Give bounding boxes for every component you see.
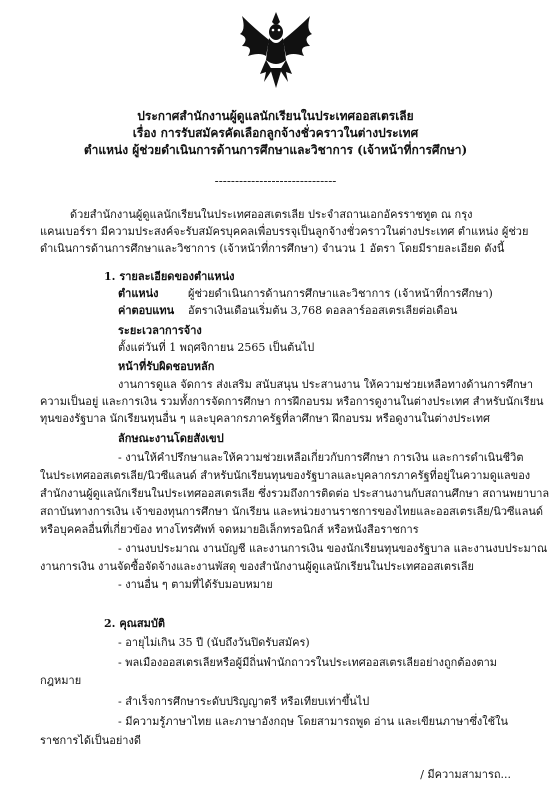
work-line-7: งานการเงิน งานจัดซื้อจัดจ้างและงานพัสดุ ของสำนักงานผู้ดูแลนักเรียนในประเทศออสเตรเลีย: [40, 560, 474, 573]
work-line-8: - งานอื่น ๆ ตามที่ได้รับมอบหมาย: [118, 578, 273, 591]
duty-line-3: ทุนของรัฐบาล นักเรียนทุนอื่น ๆ และบุคลากรภาครัฐที่ลาศึกษา ฝึกอบรม หรือดูงานในต่างประเทศ: [40, 412, 491, 425]
work-line-3: สำนักงานผู้ดูแลนักเรียนในประเทศออสเตรเลีย ซึ่งรวมถึงการติดต่อ ประสานงานกับสถานศึกษา สถานพยาบาล: [40, 487, 550, 500]
position-value: ผู้ช่วยดำเนินการด้านการศึกษาและวิชาการ (เจ้าหน้าที่การศึกษา): [188, 287, 493, 300]
work-label: ลักษณะงานโดยสังเขป: [118, 432, 224, 445]
intro-line-2: แคนเบอร์รา มีความประสงค์จะรับสมัครบุคคลเพื่อบรรจุเป็นลูกจ้างชั่วคราวในต่างประเทศ ตำแหน่ง ผู้ช่วย: [40, 225, 529, 238]
term-label: ระยะเวลาการจ้าง: [118, 324, 202, 337]
qual-line-2: - พลเมืองออสเตรเลียหรือผู้มีถิ่นพำนักถาวรในประเทศออสเตรเลียอย่างถูกต้องตาม: [118, 656, 498, 669]
work-line-1: - งานให้คำปรึกษาและให้ความช่วยเหลือเกี่ยวกับการศึกษา การเงิน และการดำเนินชีวิต: [118, 451, 524, 464]
position-row: [118, 285, 493, 302]
continuation-note: / มีความสามารถ...: [420, 768, 511, 781]
pay-label: ค่าตอบแทน: [118, 304, 175, 317]
work-line-4: สถาบันทางการเงิน เจ้าของทุนการศึกษา นักเรียน และหน่วยงานราชการของไทยและออสเตรเลีย/นิวซีแลนด์: [40, 505, 544, 518]
pay-row: [118, 302, 457, 319]
position-label: ตำแหน่ง: [118, 287, 159, 300]
section2-title: 2. คุณสมบัติ: [104, 617, 165, 630]
pay-value: อัตราเงินเดือนเริ่มต้น 3,768 ดอลลาร์ออสเตรเลียต่อเดือน: [188, 304, 458, 317]
intro-line-3: ดำเนินการด้านการศึกษาและวิชาการ (เจ้าหน้าที่การศึกษา) จำนวน 1 อัตรา โดยมีรายละเอียด ดังนี้: [40, 242, 505, 255]
qual-line-1: - อายุไม่เกิน 35 ปี (นับถึงวันปิดรับสมัคร): [118, 636, 310, 649]
duty-label: หน้าที่รับผิดชอบหลัก: [118, 360, 215, 373]
announcement-position: ตำแหน่ง ผู้ช่วยดำเนินการด้านการศึกษาและวิชาการ (เจ้าหน้าที่การศึกษา): [83, 143, 468, 157]
announcement-title: ประกาศสำนักงานผู้ดูแลนักเรียนในประเทศออสเตรเลีย: [137, 109, 414, 123]
qual-line-5: - มีความรู้ภาษาไทย และภาษาอังกฤษ โดยสามารถพูด อ่าน และเขียนภาษาซึ่งใช้ใน: [118, 715, 509, 728]
section1-title: 1. รายละเอียดของตำแหน่ง: [104, 270, 235, 283]
term-value: ตั้งแต่วันที่ 1 พฤศจิกายน 2565 เป็นต้นไป: [118, 341, 315, 354]
garuda-emblem-icon: [236, 8, 316, 92]
work-line-6: - งานงบประมาณ งานบัญชี และงานการเงิน ของนักเรียนทุนของรัฐบาล และงานงบประมาณ: [118, 542, 548, 555]
duty-line-2: ความเป็นอยู่ และการเงิน รวมทั้งการจัดการศึกษา การฝึกอบรม หรือการดูงานในต่างประเทศ สำหรับนักเรียน: [40, 395, 544, 408]
work-line-5: หรือบุคคลอื่นที่เกี่ยวข้อง ทางโทรศัพท์ จดหมายอิเล็กทรอนิกส์ หรือหนังสือราชการ: [40, 523, 419, 536]
qual-line-6: ราชการได้เป็นอย่างดี: [40, 734, 141, 747]
qual-line-3: กฎหมาย: [40, 674, 82, 687]
duty-line-1: งานการดูแล จัดการ ส่งเสริม สนับสนุน ประสานงาน ให้ความช่วยเหลือทางด้านการศึกษา: [118, 378, 534, 391]
intro-line-1: ด้วยสำนักงานผู้ดูแลนักเรียนในประเทศออสเตรเลีย ประจำสถานเอกอัครราชทูต ณ กรุง: [70, 208, 473, 221]
work-line-2: ในประเทศออสเตรเลีย/นิวซีแลนด์ สำหรับนักเรียนทุนของรัฐบาลและบุคลากรภาครัฐที่อยู่ในความดูแลของ: [40, 469, 531, 482]
divider-rule: ------------------------------: [214, 174, 337, 188]
announcement-subject: เรื่อง การรับสมัครคัดเลือกลูกจ้างชั่วคราวในต่างประเทศ: [132, 126, 419, 140]
qual-line-4: - สำเร็จการศึกษาระดับปริญญาตรี หรือเทียบเท่าขึ้นไป: [118, 695, 370, 708]
